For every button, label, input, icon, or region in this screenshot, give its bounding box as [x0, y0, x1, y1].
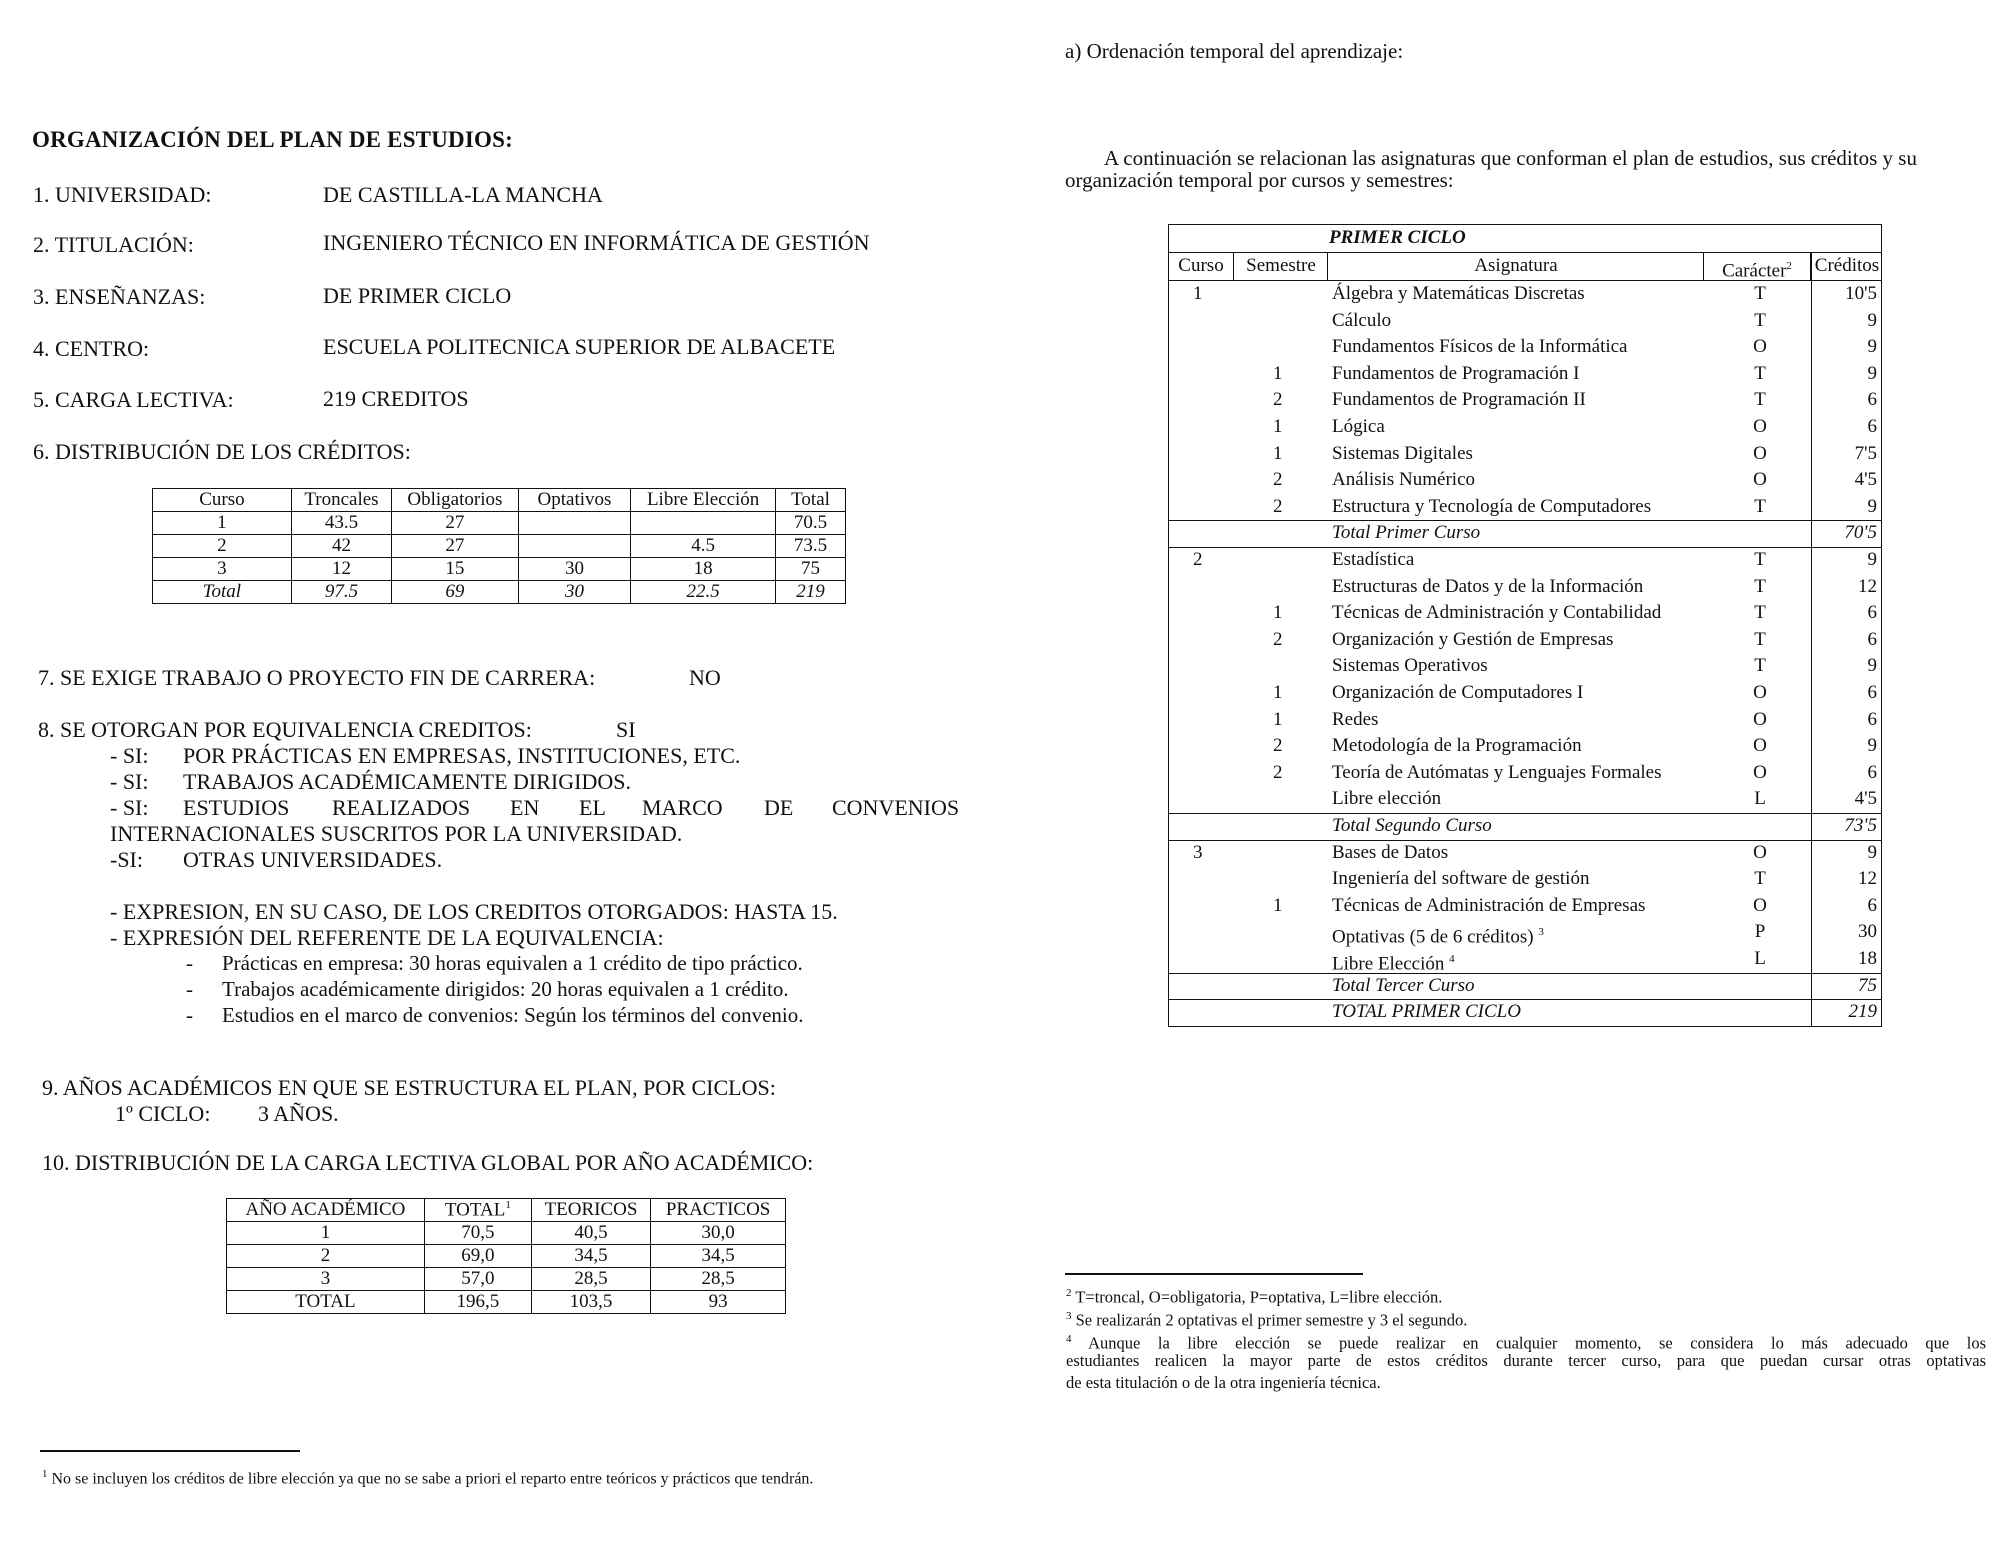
creditos-cell: 4'5 — [1854, 469, 1877, 491]
table-cell: 30 — [518, 558, 630, 581]
right-heading: a) Ordenación temporal del aprendizaje: — [1065, 39, 1404, 63]
table-cell: 3 — [227, 1268, 425, 1291]
asignatura-cell — [1332, 387, 1586, 413]
ciclo-label: 1º CICLO: — [115, 1101, 211, 1126]
table-title: PRIMER CICLO — [1329, 227, 1466, 248]
table-cell: 73.5 — [776, 535, 846, 558]
row-divider — [1169, 813, 1881, 814]
caracter-cell: L — [1754, 948, 1766, 969]
caracter-cell: T — [1754, 868, 1766, 890]
caracter-cell: T — [1754, 655, 1766, 677]
semestre-cell: 1 — [1273, 894, 1283, 916]
creditos-cell: 6 — [1867, 894, 1877, 916]
table-cell: 196,5 — [424, 1291, 531, 1314]
si3-word: MARCO — [642, 795, 723, 820]
caracter-cell: T — [1754, 362, 1766, 384]
asignatura-cell — [1332, 760, 1662, 786]
column-header-caracter: Carácter$^2$ — [1703, 252, 1811, 280]
asignatura-cell — [1332, 653, 1488, 679]
semestre-cell: 2 — [1273, 389, 1283, 411]
creditos-cell: 10'5 — [1845, 283, 1877, 304]
asignatura-name: Sistemas Digitales — [1332, 442, 1473, 464]
asignatura-name: Ingeniería del software de gestión — [1332, 868, 1590, 890]
asignatura-name: Redes — [1332, 708, 1379, 730]
asignatura-name: Libre Elección — [1332, 953, 1445, 975]
creditos-cell: 9 — [1867, 309, 1877, 331]
asignatura-cell — [1332, 840, 1448, 866]
section-7-label: 7. SE EXIGE TRABAJO O PROYECTO FIN DE CARRERA: — [38, 665, 596, 690]
si-prefix: - SI: — [110, 795, 149, 820]
column-header: Optativos — [518, 489, 630, 512]
creditos-cell: 9 — [1867, 549, 1877, 570]
asignatura-name: Estructuras de Datos y de la Información — [1332, 575, 1644, 597]
si3-word: EN — [510, 795, 540, 820]
block-total-label: Total Primer Curso — [1332, 522, 1481, 544]
table-cell — [518, 512, 630, 535]
table-header-row — [227, 1199, 786, 1222]
caracter-cell: T — [1754, 283, 1766, 304]
asignatura-cell — [1332, 281, 1585, 307]
column-header: TEORICOS — [531, 1199, 650, 1222]
caracter-cell: T — [1754, 495, 1766, 517]
asignatura-name: Estructura y Tecnología de Computadores — [1332, 495, 1652, 517]
caracter-cell: O — [1753, 761, 1767, 783]
footnote-divider — [1065, 1273, 1363, 1275]
table-row — [153, 558, 846, 581]
table-cell: 18 — [631, 558, 776, 581]
asignatura-name: Optativas (5 de 6 créditos) — [1332, 926, 1534, 948]
block-total-label: Total Tercer Curso — [1332, 974, 1475, 996]
table-cell: 75 — [776, 558, 846, 581]
footnote-ref: 3 — [1538, 926, 1544, 939]
table-cell: 30 — [518, 581, 630, 604]
asignatura-cell — [1332, 361, 1579, 387]
asignatura-cell — [1332, 627, 1613, 653]
semestre-cell: 1 — [1273, 362, 1283, 384]
column-header: AÑO ACADÉMICO — [227, 1199, 425, 1222]
table-total-row — [153, 581, 846, 604]
table-cell: 57,0 — [424, 1268, 531, 1291]
semestre-cell: 1 — [1273, 416, 1283, 437]
semestre-cell: 2 — [1273, 761, 1283, 783]
asignatura-name: Fundamentos de Programación II — [1332, 389, 1586, 411]
section-8-value: SI — [616, 717, 636, 742]
table-cell: 22.5 — [631, 581, 776, 604]
si3-word: CONVENIOS — [832, 795, 960, 820]
asignatura-cell — [1332, 786, 1441, 812]
creditos-cell: 6 — [1867, 628, 1877, 650]
table-cell: 1 — [153, 512, 292, 535]
footnote-4-line3: de esta titulación o de la otra ingeniería técnica. — [1066, 1373, 1381, 1392]
asignatura-cell — [1332, 600, 1661, 626]
creditos-cell: 6 — [1867, 761, 1877, 783]
table-cell: 93 — [651, 1291, 786, 1314]
asignatura-cell — [1332, 733, 1582, 759]
footnote-ref: 4 — [1449, 953, 1455, 965]
si-prefix: - SI: — [110, 743, 149, 768]
table-cell: 34,5 — [651, 1245, 786, 1268]
table-cell: 34,5 — [531, 1245, 650, 1268]
info-value-titulacion: INGENIERO TÉCNICO EN INFORMÁTICA DE GESTIÓN — [323, 230, 870, 255]
info-value-carga: 219 CREDITOS — [323, 386, 469, 411]
intro-line-2: organización temporal por cursos y semestres: — [1065, 168, 1454, 192]
curso-number: 3 — [1193, 841, 1203, 863]
asignatura-name: Teoría de Autómatas y Lenguajes Formales — [1332, 761, 1662, 783]
asignatura-name: Bases de Datos — [1332, 841, 1449, 863]
si-text-practicas: POR PRÁCTICAS EN EMPRESAS, INSTITUCIONES, ETC. — [183, 743, 741, 768]
creditos-cell: 6 — [1867, 389, 1877, 411]
asignatura-cell — [1332, 547, 1414, 573]
column-header-asignatura: Asignatura — [1474, 255, 1558, 276]
column-divider — [1811, 252, 1812, 1026]
asignatura-name: Álgebra y Matemáticas Discretas — [1332, 283, 1585, 304]
equivalence-bullet: Prácticas en empresa: 30 horas equivalen a 1 crédito de tipo práctico. — [222, 951, 803, 975]
column-header-curso: Curso — [1169, 252, 1234, 280]
row-divider — [1169, 840, 1881, 841]
creditos-cell: 7'5 — [1854, 442, 1877, 464]
intro-line-1: A continuación se relacionan las asignaturas que conforman el plan de estudios, sus créditos y su — [1104, 146, 1917, 170]
info-label-universidad: 1. UNIVERSIDAD: — [33, 182, 212, 207]
creditos-cell: 18 — [1858, 948, 1877, 969]
semestre-cell: 1 — [1273, 442, 1283, 464]
carga-lectiva-table — [226, 1198, 786, 1314]
asignatura-cell — [1332, 308, 1391, 334]
caracter-cell: L — [1754, 788, 1766, 810]
column-header-semestre: Semestre — [1235, 252, 1328, 280]
creditos-cell: 9 — [1867, 841, 1877, 863]
semestre-cell: 2 — [1273, 469, 1283, 491]
table-cell: 70.5 — [776, 512, 846, 535]
column-header: PRACTICOS — [651, 1199, 786, 1222]
asignatura-cell — [1332, 494, 1651, 520]
table-cell: 28,5 — [531, 1268, 650, 1291]
section-10-title: 10. DISTRIBUCIÓN DE LA CARGA LECTIVA GLOBAL POR AÑO ACADÉMICO: — [42, 1150, 814, 1175]
block-total-label: Total Segundo Curso — [1332, 815, 1492, 836]
asignatura-name: Fundamentos de Programación I — [1332, 362, 1580, 384]
footnote-3: $^3$ Se realizarán 2 optativas el primer semestre y 3 el segundo. — [1066, 1310, 1468, 1330]
caracter-cell: T — [1754, 575, 1766, 597]
footnote-4-line1: $^4$ Aunque la libre elección se puede realizar en cualquier momento, se considera lo más adecuado que los — [1066, 1333, 1986, 1353]
section-7-value: NO — [689, 665, 721, 690]
column-header: Obligatorios — [392, 489, 519, 512]
asignatura-cell — [1332, 467, 1475, 493]
grand-total-value: 219 — [1848, 1001, 1877, 1023]
dash-marker: - — [186, 951, 193, 975]
table-cell: 42 — [291, 535, 391, 558]
dash-marker: - — [186, 1003, 193, 1027]
footnote-1: $^1$ No se incluyen los créditos de libre elección ya que no se sabe a priori el reparto entre teóricos y prácticos que tendrán. — [42, 1468, 814, 1488]
asignatura-cell — [1332, 414, 1385, 440]
asignatura-name: Cálculo — [1332, 309, 1392, 331]
si-prefix: - SI: — [110, 769, 149, 794]
table-cell: 103,5 — [531, 1291, 650, 1314]
equivalence-bullet: Estudios en el marco de convenios: Según los términos del convenio. — [222, 1003, 804, 1027]
asignatura-name: Sistemas Operativos — [1332, 655, 1488, 677]
footnote-2: $^2$ T=troncal, O=obligatoria, P=optativa, L=libre elección. — [1066, 1287, 1443, 1307]
column-header: Libre Elección — [631, 489, 776, 512]
caracter-cell: O — [1753, 708, 1767, 730]
table-cell: 219 — [776, 581, 846, 604]
caracter-cell: T — [1754, 602, 1766, 624]
table-row — [227, 1268, 786, 1291]
caracter-cell: O — [1753, 682, 1767, 703]
caracter-cell: O — [1753, 336, 1767, 358]
section-9-title: 9. AÑOS ACADÉMICOS EN QUE SE ESTRUCTURA EL PLAN, POR CICLOS: — [42, 1075, 776, 1100]
section-6-title: 6. DISTRIBUCIÓN DE LOS CRÉDITOS: — [33, 439, 411, 464]
table-cell — [518, 535, 630, 558]
table-row — [227, 1245, 786, 1268]
info-value-ensenanzas: DE PRIMER CICLO — [323, 283, 512, 308]
footnote-divider — [40, 1450, 300, 1452]
info-label-titulacion: 2. TITULACIÓN: — [33, 232, 194, 257]
equivalence-bullet: Trabajos académicamente dirigidos: 20 horas equivalen a 1 crédito. — [222, 977, 789, 1001]
dash-marker: - — [186, 977, 193, 1001]
block-total-value: 73'5 — [1844, 815, 1877, 836]
curso-number: 1 — [1193, 283, 1203, 304]
column-header: TOTAL$^1$ — [424, 1199, 531, 1222]
creditos-cell: 12 — [1858, 868, 1877, 890]
column-header: Troncales — [291, 489, 391, 512]
asignatura-cell — [1332, 893, 1645, 919]
si3-word: REALIZADOS — [332, 795, 471, 820]
asignatura-name: Estadística — [1332, 549, 1415, 570]
creditos-cell: 6 — [1867, 602, 1877, 624]
si-text-trabajos: TRABAJOS ACADÉMICAMENTE DIRIGIDOS. — [183, 769, 631, 794]
si3-word: EL — [579, 795, 606, 820]
table-cell: 27 — [392, 535, 519, 558]
document-title: ORGANIZACIÓN DEL PLAN DE ESTUDIOS: — [32, 127, 513, 152]
table-cell: 2 — [153, 535, 292, 558]
caracter-cell: O — [1753, 841, 1767, 863]
table-cell: 69 — [392, 581, 519, 604]
semestre-cell: 2 — [1273, 735, 1283, 757]
si-text-otras: OTRAS UNIVERSIDADES. — [183, 847, 443, 872]
column-header-creditos: Créditos — [1811, 252, 1882, 280]
table-cell: 27 — [392, 512, 519, 535]
caracter-cell: T — [1754, 309, 1766, 331]
info-label-ensenanzas: 3. ENSEÑANZAS: — [33, 284, 206, 309]
table-cell: 69,0 — [424, 1245, 531, 1268]
asignatura-cell — [1332, 707, 1378, 733]
asignatura-name: Técnicas de Administración y Contabilidad — [1332, 602, 1662, 624]
row-divider — [1169, 547, 1881, 548]
semestre-cell: 1 — [1273, 708, 1283, 730]
semestre-cell: 1 — [1273, 602, 1283, 624]
asignatura-name: Fundamentos Físicos de la Informática — [1332, 336, 1628, 358]
creditos-cell: 4'5 — [1854, 788, 1877, 810]
table-cell: 70,5 — [424, 1222, 531, 1245]
caracter-cell: T — [1754, 549, 1766, 570]
table-row — [153, 535, 846, 558]
table-cell: 2 — [227, 1245, 425, 1268]
caracter-cell: T — [1754, 628, 1766, 650]
creditos-cell: 9 — [1867, 655, 1877, 677]
asignatura-name: Análisis Numérico — [1332, 469, 1476, 491]
caracter-cell: O — [1753, 416, 1767, 437]
asignatura-name: Organización y Gestión de Empresas — [1332, 628, 1614, 650]
table-cell: 12 — [291, 558, 391, 581]
column-header: Total — [776, 489, 846, 512]
asignatura-cell — [1332, 680, 1583, 706]
table-cell: 97.5 — [291, 581, 391, 604]
table-row — [153, 512, 846, 535]
asignatura-cell — [1332, 441, 1473, 467]
caracter-cell: O — [1753, 894, 1767, 916]
creditos-cell: 9 — [1867, 495, 1877, 517]
table-cell: Total — [153, 581, 292, 604]
info-value-universidad: DE CASTILLA-LA MANCHA — [323, 182, 603, 207]
caracter-cell: O — [1753, 735, 1767, 757]
creditos-distribution-table — [152, 488, 846, 604]
si3-word: DE — [764, 795, 794, 820]
semestre-cell: 2 — [1273, 495, 1283, 517]
table-cell: TOTAL — [227, 1291, 425, 1314]
row-divider — [1169, 999, 1881, 1000]
table-cell: 30,0 — [651, 1222, 786, 1245]
creditos-cell: 9 — [1867, 362, 1877, 384]
creditos-cell: 12 — [1858, 575, 1877, 597]
creditos-cell: 6 — [1867, 416, 1877, 437]
table-cell: 4.5 — [631, 535, 776, 558]
info-label-centro: 4. CENTRO: — [33, 336, 150, 361]
expresion-referente: - EXPRESIÓN DEL REFERENTE DE LA EQUIVALENCIA: — [110, 925, 664, 950]
si-prefix: -SI: — [110, 847, 143, 872]
creditos-cell: 9 — [1867, 735, 1877, 757]
curso-number: 2 — [1193, 549, 1203, 570]
table-cell — [631, 512, 776, 535]
semestre-cell: 2 — [1273, 628, 1283, 650]
table-total-row — [227, 1291, 786, 1314]
table-header-row — [153, 489, 846, 512]
column-header: Curso — [153, 489, 292, 512]
table-cell: 28,5 — [651, 1268, 786, 1291]
asignatura-name: Libre elección — [1332, 788, 1442, 810]
footnote-4-line2: estudiantes realicen la mayor parte de estos créditos durante tercer curso, para que puedan cursar otras optativas — [1066, 1351, 1986, 1370]
si3-line2: INTERNACIONALES SUSCRITOS POR LA UNIVERSIDAD. — [110, 821, 683, 846]
table-title-row — [1169, 225, 1881, 253]
block-total-value: 70'5 — [1844, 522, 1877, 544]
table-row — [227, 1222, 786, 1245]
section-8-label: 8. SE OTORGAN POR EQUIVALENCIA CREDITOS: — [38, 717, 532, 742]
subjects-table — [1168, 224, 1882, 1027]
info-label-carga: 5. CARGA LECTIVA: — [33, 387, 234, 412]
caracter-cell: P — [1754, 921, 1766, 943]
table-cell: 3 — [153, 558, 292, 581]
table-cell: 43.5 — [291, 512, 391, 535]
asignatura-cell — [1332, 334, 1628, 360]
caracter-cell: T — [1754, 389, 1766, 411]
asignatura-name: Técnicas de Administración de Empresas — [1332, 894, 1646, 916]
table-cell: 1 — [227, 1222, 425, 1245]
row-divider — [1169, 973, 1881, 974]
creditos-cell: 6 — [1867, 682, 1877, 703]
asignatura-name: Lógica — [1332, 416, 1385, 437]
info-value-centro: ESCUELA POLITECNICA SUPERIOR DE ALBACETE — [323, 334, 836, 359]
creditos-cell: 6 — [1867, 708, 1877, 730]
creditos-cell: 9 — [1867, 336, 1877, 358]
row-divider — [1169, 520, 1881, 521]
asignatura-name: Organización de Computadores I — [1332, 682, 1584, 703]
asignatura-name: Metodología de la Programación — [1332, 735, 1582, 757]
caracter-cell: O — [1753, 442, 1767, 464]
caracter-cell: O — [1753, 469, 1767, 491]
asignatura-cell — [1332, 574, 1643, 600]
asignatura-cell — [1332, 866, 1589, 892]
table-cell: 15 — [392, 558, 519, 581]
ciclo-value: 3 AÑOS. — [258, 1101, 339, 1126]
grand-total-label: TOTAL PRIMER CICLO — [1332, 1001, 1521, 1023]
block-total-value: 75 — [1858, 974, 1877, 996]
semestre-cell: 1 — [1273, 682, 1283, 703]
si3-word: ESTUDIOS — [183, 795, 290, 820]
creditos-cell: 30 — [1858, 921, 1877, 943]
expresion-creditos: - EXPRESION, EN SU CASO, DE LOS CREDITOS OTORGADOS: HASTA 15. — [110, 899, 838, 924]
table-cell: 40,5 — [531, 1222, 650, 1245]
